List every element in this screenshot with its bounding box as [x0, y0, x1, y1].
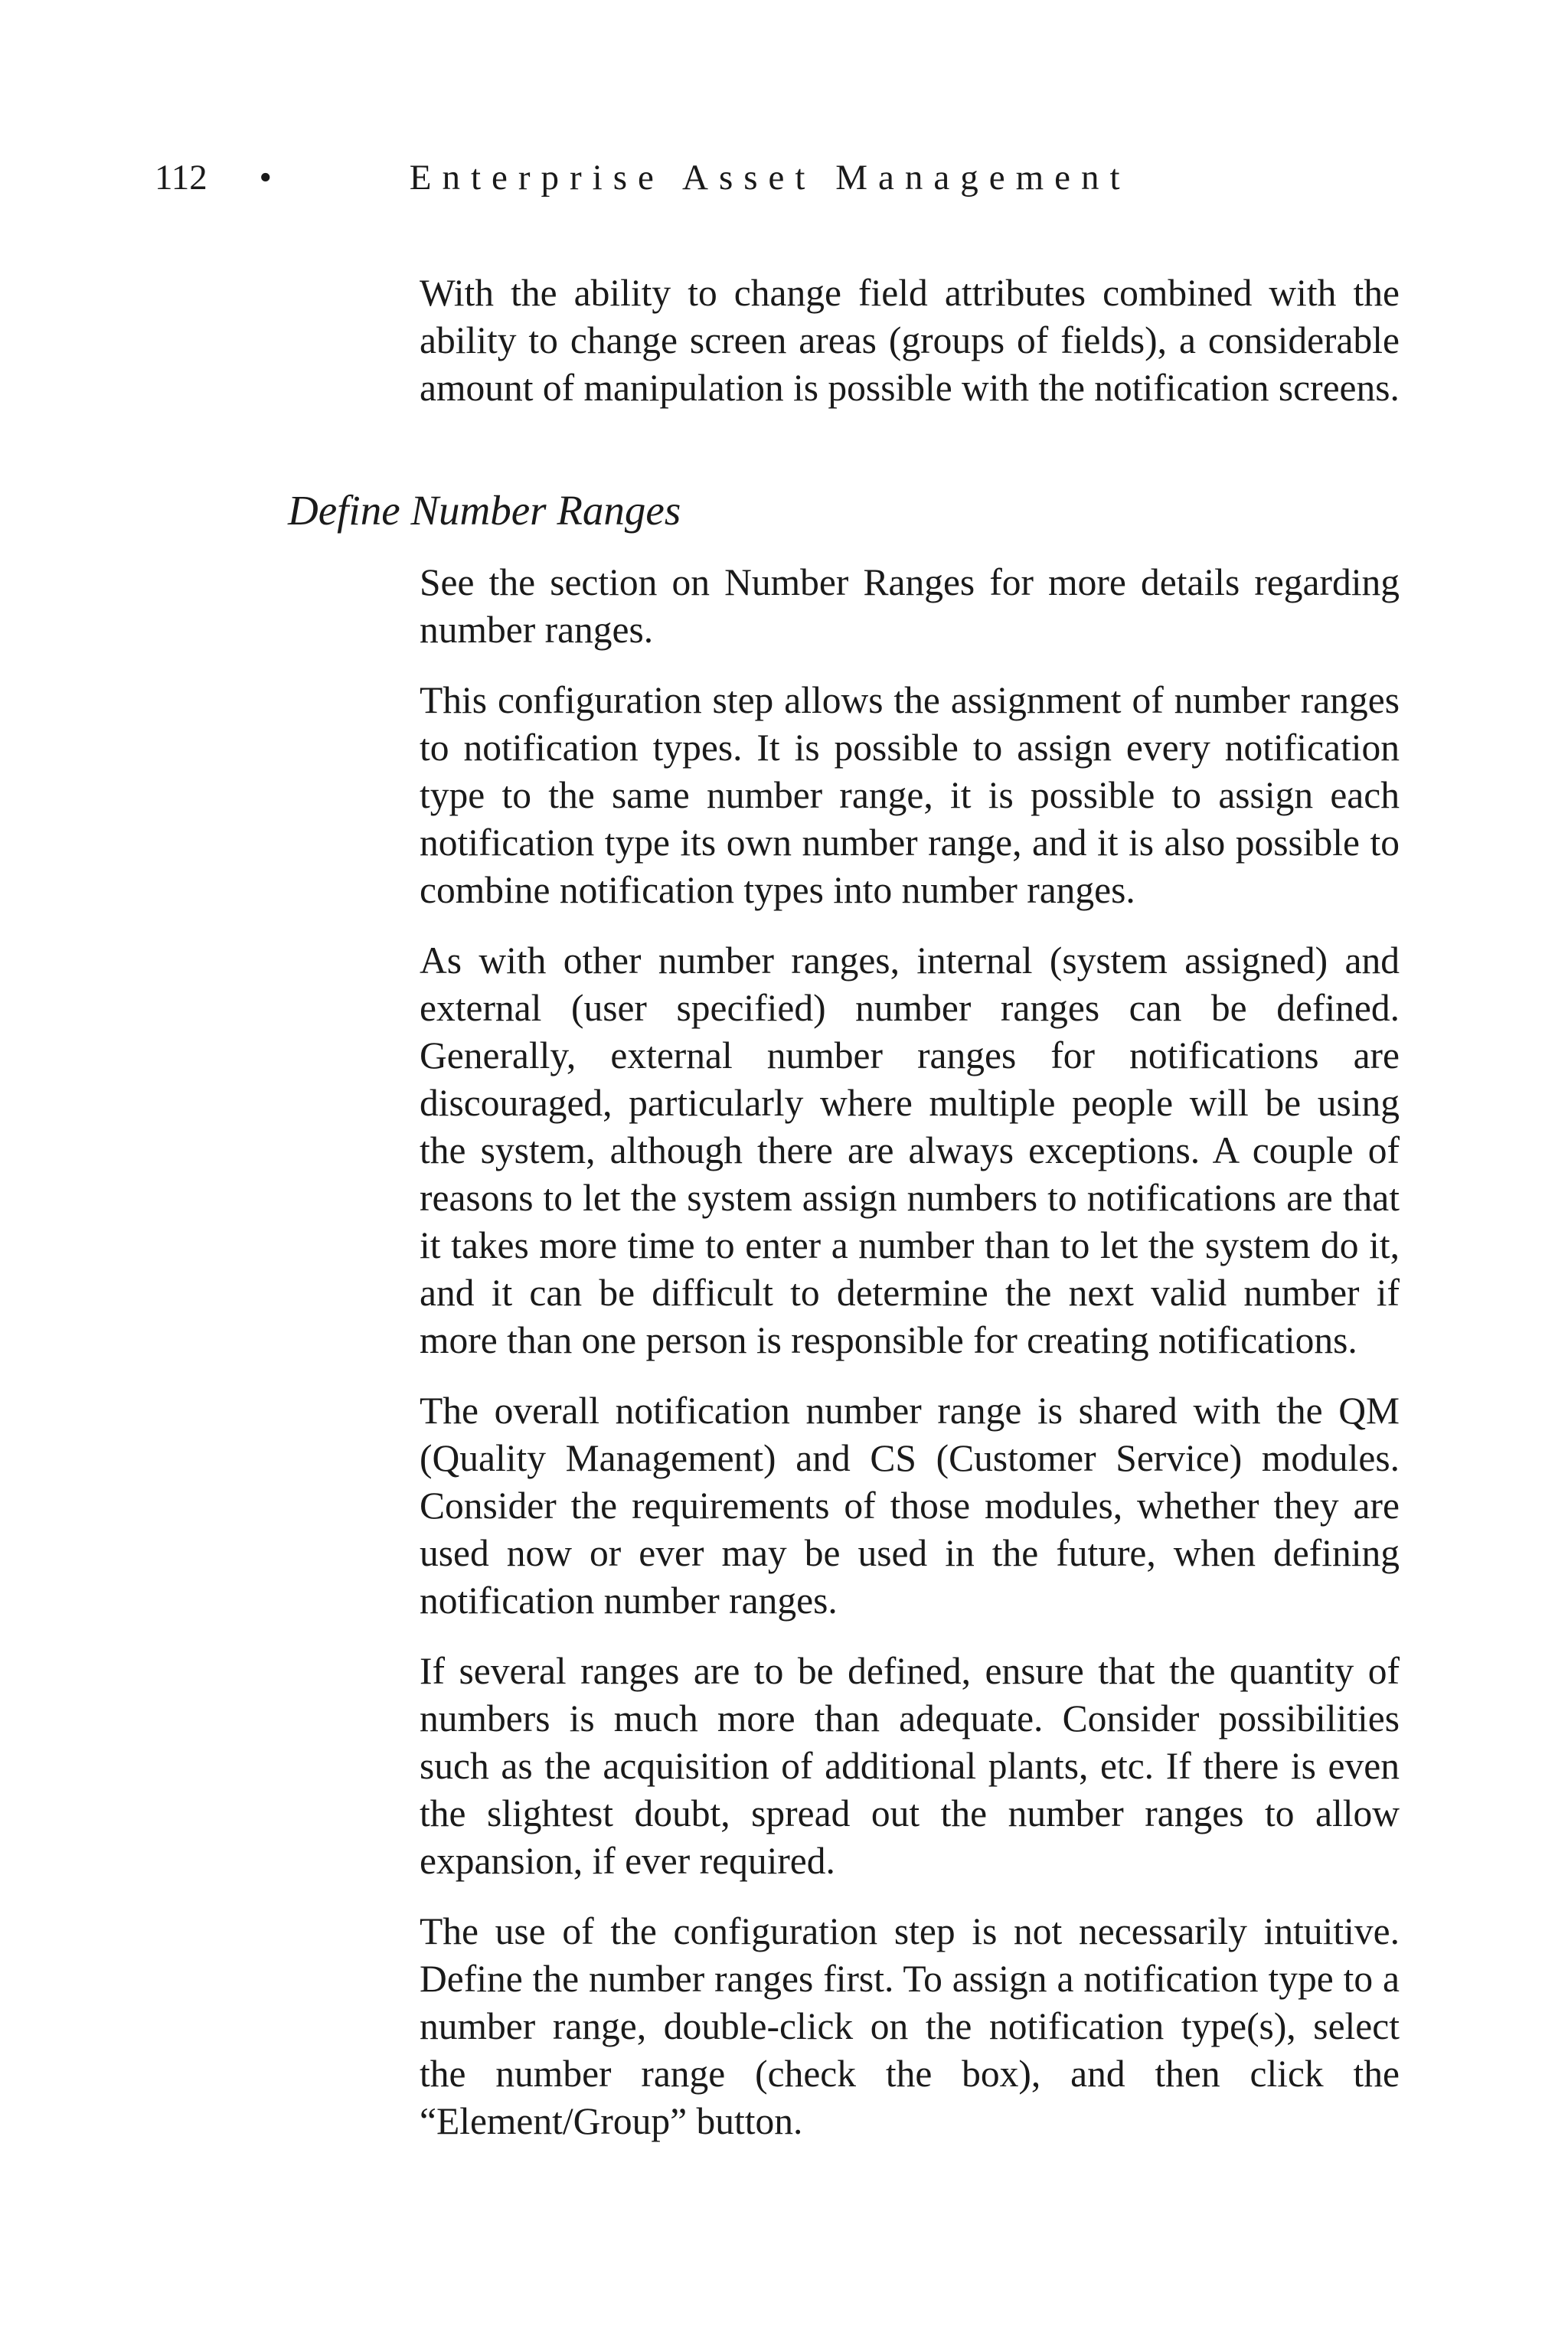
body-paragraph: The overall notification number range is shared with the QM (Quality Management) and CS (Customer Service) modules. Consider the requirements of those modules, whether they are used now or ever may be used in the future, when defining notification number ranges. — [420, 1390, 1400, 1622]
book-title: Enterprise Asset Management — [409, 158, 1131, 198]
body-paragraph: See the section on Number Ranges for more details regarding number ranges. — [420, 561, 1400, 651]
section-body — [420, 559, 1400, 2145]
intro-paragraph: With the ability to change field attributes combined with the ability to change screen areas (groups of fields), a considerable amount of manipulation is possible with the notification screens. — [420, 272, 1400, 409]
body-paragraph: As with other number ranges, internal (system assigned) and external (user specified) number ranges can be defined. Generally, external number ranges for notifications are discouraged, particularly where multiple people will be using the system, although there are always exceptions. A couple of reasons to let the system assign numbers to notifications are that it takes more time to enter a number than to let the system do it, and it can be difficult to determine the next valid number if more than one person is responsible for creating notifications. — [420, 939, 1400, 1361]
section-heading: Define Number Ranges — [288, 487, 681, 534]
header-separator: • — [259, 158, 272, 198]
page-number: 112 — [155, 158, 207, 198]
running-head — [155, 155, 1131, 201]
body-paragraph: This configuration step allows the assignment of number ranges to notification types. It is possible to assign every notification type to the same number range, it is possible to assign each notification type its own number range, and it is also possible to combine notification types into number ranges. — [420, 679, 1400, 911]
body-paragraph: The use of the configuration step is not necessarily intuitive. Define the number ranges first. To assign a notification type to a number range, double-click on the notification type(s), select the number range (check the box), and then click the “Element/Group” button. — [420, 1910, 1400, 2142]
body-paragraph: If several ranges are to be defined, ensure that the quantity of numbers is much more than adequate. Consider possibilities such as the acquisition of additional plants, etc. If there is even the slightest doubt, spread out the number ranges to allow expansion, if ever required. — [420, 1650, 1400, 1882]
intro-block — [420, 270, 1400, 412]
